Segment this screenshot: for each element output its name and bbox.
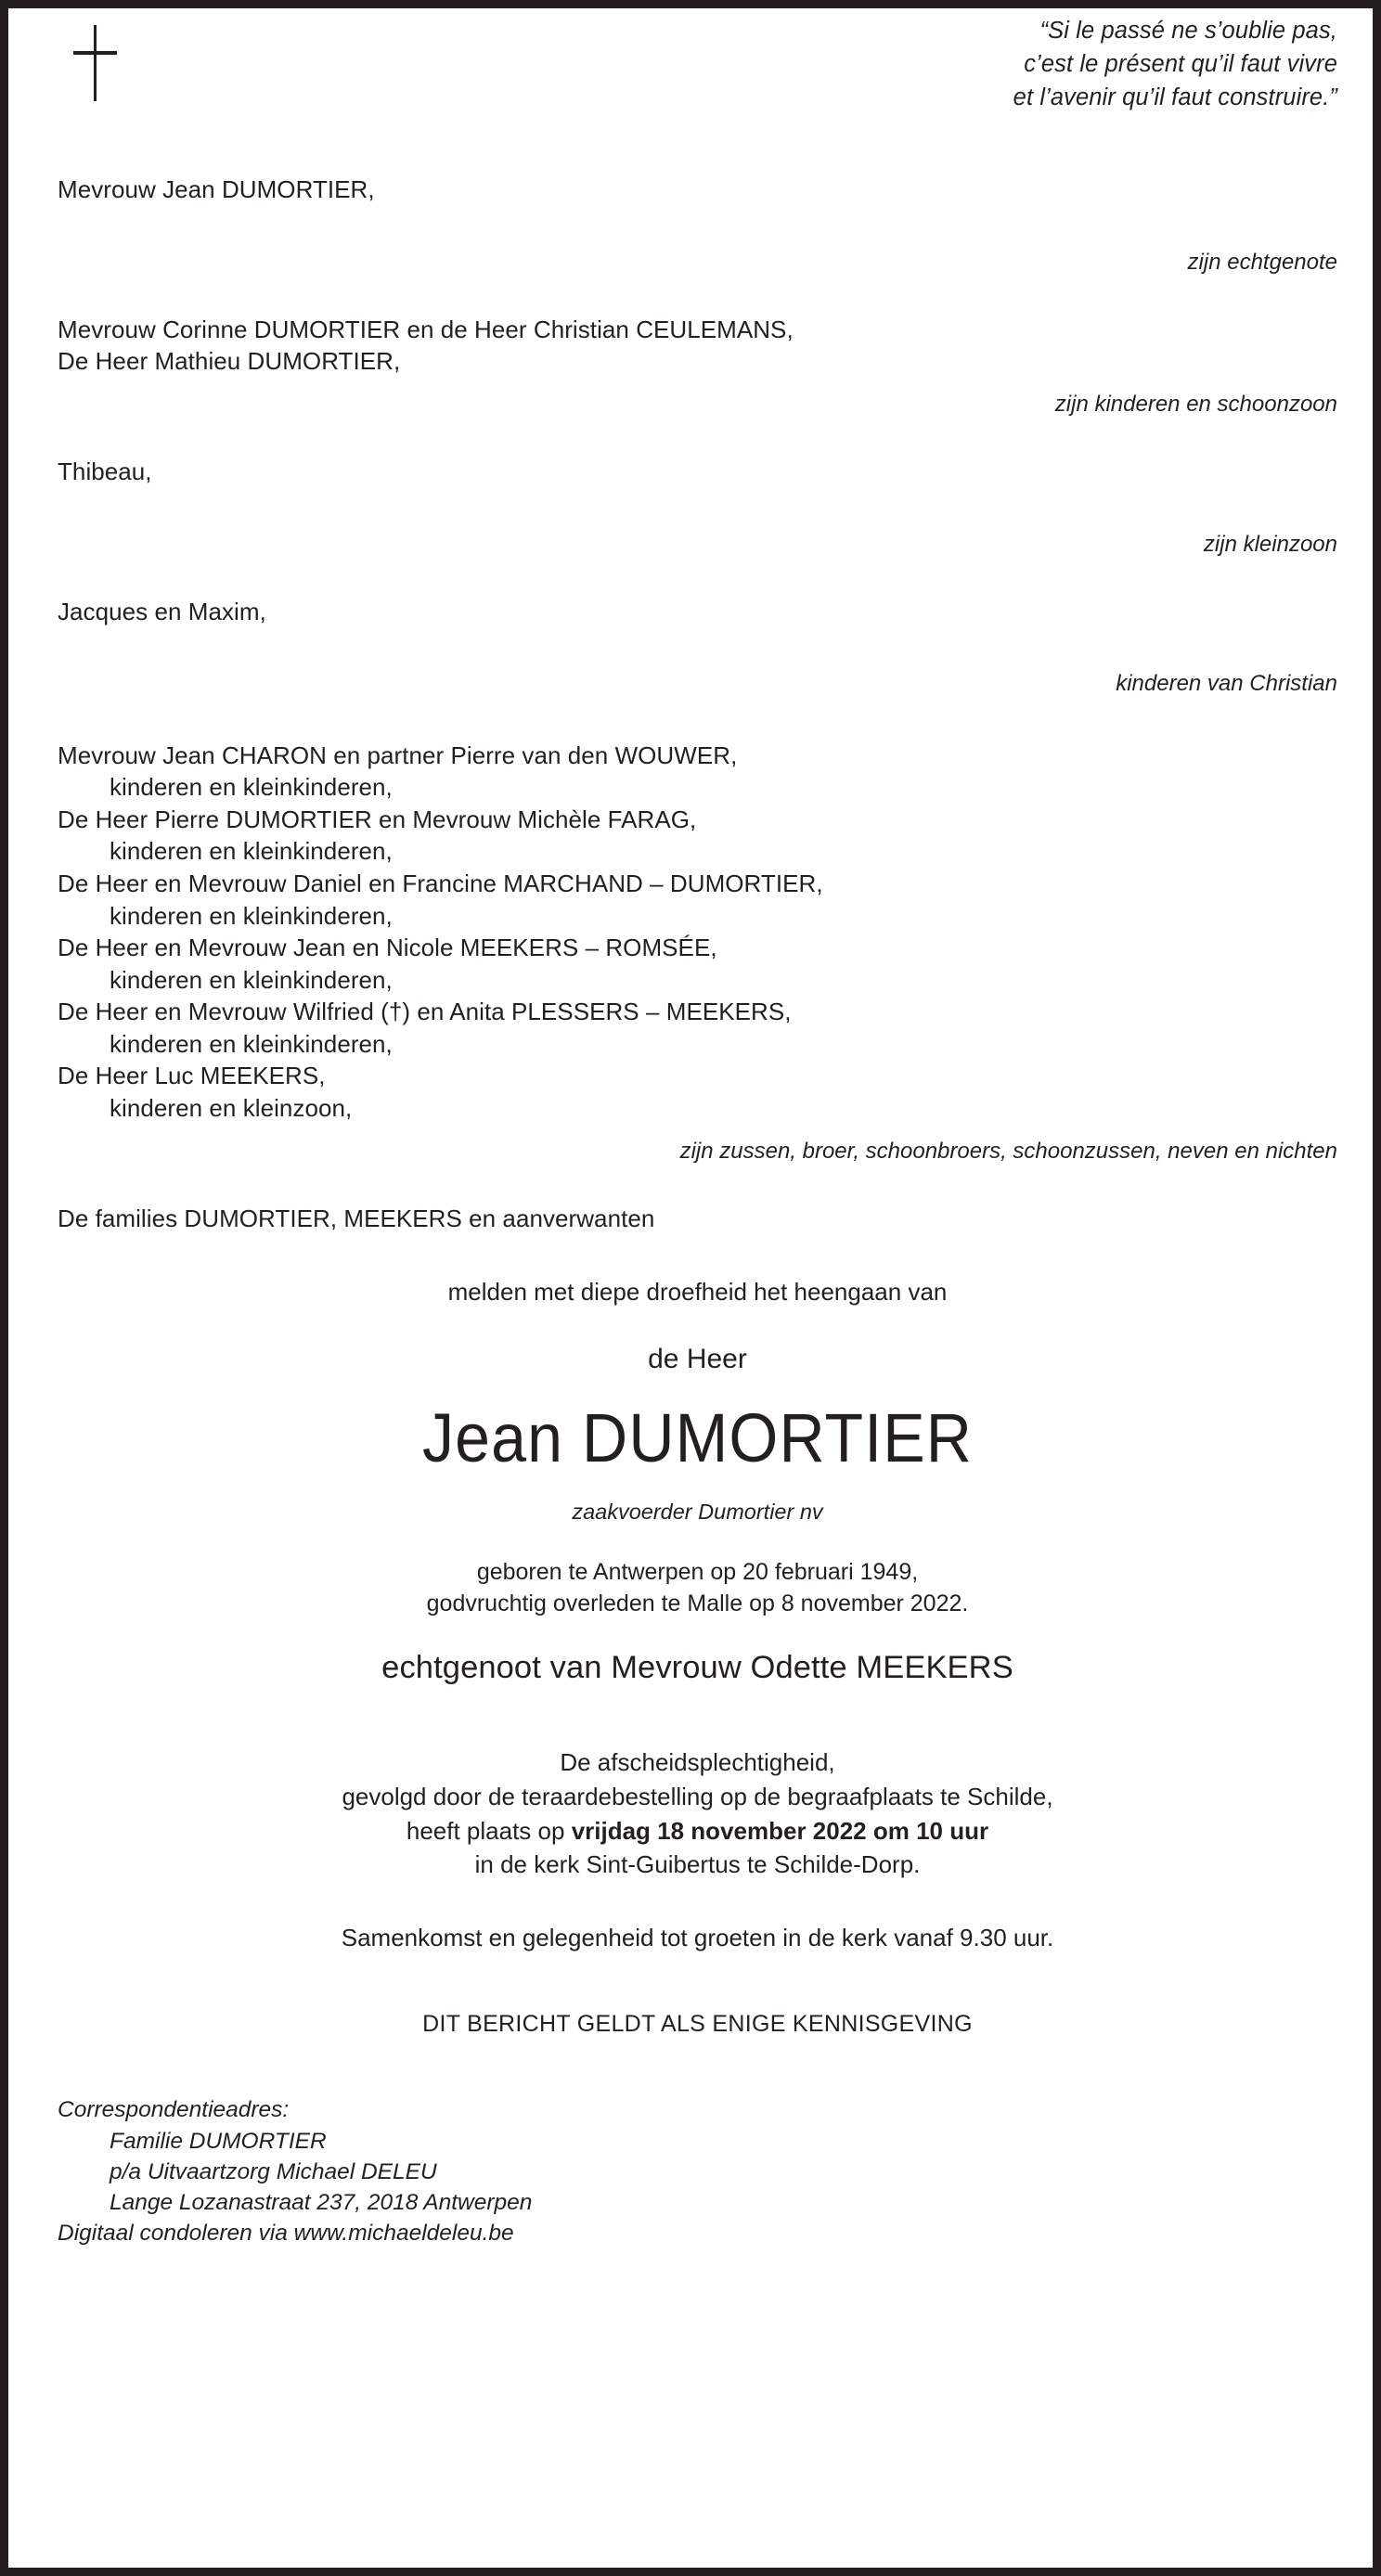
life-dates	[58, 1556, 1337, 1620]
memorial-quote	[1013, 14, 1337, 115]
spouse-line: echtgenoot van Mevrouw Odette MEEKERS	[381, 1649, 1013, 1685]
family-name-line: De Heer Mathieu DUMORTIER,	[58, 347, 401, 376]
ceremony-details	[58, 1745, 1337, 1883]
correspondence-family: Familie DUMORTIER	[110, 2128, 327, 2154]
quote-line-1: “Si le passé ne s’oublie pas,	[1039, 18, 1337, 44]
family-name-line: De Heer Pierre DUMORTIER en Mevrouw Michèle FARAG,	[58, 805, 697, 833]
family-name-line: De Heer en Mevrouw Daniel en Francine MARCHAND – DUMORTIER,	[58, 869, 823, 897]
family-name-line: kinderen en kleinzoon,	[110, 1094, 353, 1122]
correspondence-block	[58, 2094, 1337, 2249]
family-role-label: zijn zussen, broer, schoonbroers, schoonzussen, neven en nichten	[679, 1138, 1337, 1164]
family-group-christian-children	[58, 596, 1337, 699]
ceremony-line-4: in de kerk Sint-Guibertus te Schilde-Dorp.	[474, 1850, 921, 1879]
family-group-spouse	[58, 174, 1337, 277]
birth-line: geboren te Antwerpen op 20 februari 1949,	[476, 1558, 919, 1585]
family-name-line: kinderen en kleinkinderen,	[110, 773, 393, 802]
family-name-line: kinderen en kleinkinderen,	[110, 901, 393, 930]
family-name-line: Mevrouw Jean DUMORTIER,	[58, 175, 375, 203]
deceased-title: de Heer	[648, 1344, 747, 1375]
family-names	[58, 314, 1337, 378]
announcement-intro: melden met diepe droefheid het heengaan van	[447, 1278, 948, 1307]
family-name-line: De Heer en Mevrouw Jean en Nicole MEEKERS – ROMSÉE,	[58, 934, 717, 962]
ceremony-line-1: De afscheidsplechtigheid,	[560, 1747, 835, 1776]
sole-notice: DIT BERICHT GELDT ALS ENIGE KENNISGEVING	[422, 2010, 973, 2037]
card-inner	[8, 8, 1373, 2568]
deceased-occupation: zaakvoerder Dumortier nv	[572, 1500, 823, 1525]
family-names	[58, 174, 1337, 206]
family-group-grandson	[58, 456, 1337, 559]
families-line: De families DUMORTIER, MEEKERS en aanverwanten	[58, 1204, 655, 1232]
quote-line-2: c’est le présent qu’il faut vivre	[1024, 51, 1337, 78]
family-name-line: kinderen en kleinkinderen,	[110, 965, 393, 994]
family-role-label: kinderen van Christian	[1116, 671, 1337, 697]
family-names	[58, 740, 1337, 1125]
family-name-line: Mevrouw Jean CHARON en partner Pierre van den WOUWER,	[58, 741, 738, 769]
family-name-line: Thibeau,	[58, 457, 152, 486]
correspondence-address: Lange Lozanastraat 237, 2018 Antwerpen	[110, 2190, 533, 2216]
ceremony-line-3	[58, 1814, 1337, 1848]
family-names	[58, 456, 1337, 488]
family-name-line: De Heer en Mevrouw Wilfried (†) en Anita PLESSERS – MEEKERS,	[58, 998, 792, 1026]
family-name-line: Mevrouw Corinne DUMORTIER en de Heer Christian CEULEMANS,	[58, 315, 794, 343]
death-line: godvruchtig overleden te Malle op 8 november 2022.	[426, 1591, 969, 1617]
family-name-line: Jacques en Maxim,	[58, 597, 266, 625]
family-group-siblings	[58, 740, 1337, 1166]
gathering-info: Samenkomst en gelegenheid tot groeten in de kerk vanaf 9.30 uur.	[341, 1924, 1054, 1952]
family-role-label: zijn echtgenote	[1187, 249, 1337, 275]
family-name-line: kinderen en kleinkinderen,	[110, 1029, 393, 1058]
ceremony-prefix: heeft plaats op	[406, 1816, 572, 1845]
family-role-label: zijn kleinzoon	[1203, 531, 1337, 557]
family-name-line: kinderen en kleinkinderen,	[110, 837, 393, 866]
quote-line-3: et l’avenir qu’il faut construire.”	[1013, 84, 1337, 111]
families-line-wrap	[58, 1203, 1337, 1235]
correspondence-careof: p/a Uitvaartzorg Michael DELEU	[110, 2158, 437, 2184]
family-name-line: De Heer Luc MEEKERS,	[58, 1062, 326, 1090]
latin-cross-icon	[67, 25, 123, 101]
correspondence-website: Digitaal condoleren via www.michaeldeleu.be	[58, 2221, 514, 2247]
family-group-children	[58, 314, 1337, 419]
correspondence-label: Correspondentieadres:	[58, 2097, 290, 2123]
ceremony-datetime: vrijdag 18 november 2022 om 10 uur	[571, 1816, 989, 1845]
family-role-label: zijn kinderen en schoonzoon	[1054, 391, 1337, 417]
ceremony-line-2: gevolgd door de teraardebestelling op de begraafplaats te Schilde,	[342, 1782, 1053, 1810]
announcement-block	[58, 1277, 1337, 2039]
family-names	[58, 596, 1337, 628]
deceased-name: Jean DUMORTIER	[421, 1399, 973, 1477]
header	[58, 8, 1337, 118]
